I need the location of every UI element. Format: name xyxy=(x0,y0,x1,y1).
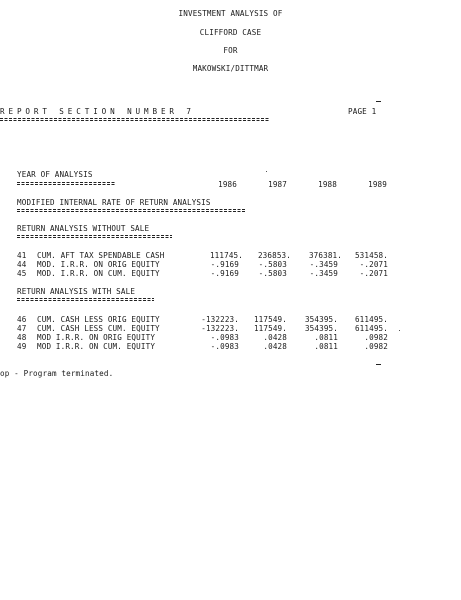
row-number: 45 xyxy=(17,269,27,278)
row-number: 49 xyxy=(17,342,27,351)
without-sale-rule xyxy=(17,235,172,238)
bottom-mark xyxy=(376,364,381,365)
with-sale-title: RETURN ANALYSIS WITH SALE xyxy=(17,287,136,296)
mirr-title: MODIFIED INTERNAL RATE OF RETURN ANALYSIS xyxy=(17,198,211,207)
year-1988: 1988 xyxy=(318,180,337,189)
cell-1988: 376381. xyxy=(308,251,342,260)
cell-1989: 611495. xyxy=(354,324,388,333)
row-label: CUM. AFT TAX SPENDABLE CASH xyxy=(37,251,165,260)
program-terminated-message: op - Program terminated. xyxy=(0,369,114,378)
cell-1988: 354395. xyxy=(304,315,338,324)
mirr-rule xyxy=(17,209,245,212)
cell-1988: -.3459 xyxy=(309,260,338,269)
cell-1986: -132223. xyxy=(201,324,239,333)
row-label: MOD I.R.R. ON ORIG EQUITY xyxy=(37,333,156,342)
report-title-line-4: MAKOWSKI/DITTMAR xyxy=(192,64,269,73)
section-rule xyxy=(0,118,270,121)
year-1987: 1987 xyxy=(268,180,287,189)
row-label: MOD. I.R.R. ON CUM. EQUITY xyxy=(37,269,160,278)
cell-1989: 611495. xyxy=(354,315,388,324)
year-1989: 1989 xyxy=(368,180,387,189)
top-mark xyxy=(376,101,381,102)
cell-1988: 354395. xyxy=(304,324,338,333)
row-label: MOD. I.R.R. ON ORIG EQUITY xyxy=(37,260,160,269)
row-label: CUM. CASH LESS ORIG EQUITY xyxy=(37,315,160,324)
cell-1988: .0811 xyxy=(314,342,338,351)
cell-1987: .0428 xyxy=(263,333,287,342)
scan-speck xyxy=(266,171,267,172)
row-number: 47 xyxy=(17,324,27,333)
cell-1988: .0811 xyxy=(314,333,338,342)
cell-1986: -.0983 xyxy=(210,342,239,351)
row-number: 44 xyxy=(17,260,27,269)
cell-1988: -.3459 xyxy=(309,269,338,278)
cell-1989: .0982 xyxy=(364,333,388,342)
without-sale-title: RETURN ANALYSIS WITHOUT SALE xyxy=(17,224,150,233)
report-title-line-3: FOR xyxy=(223,46,238,55)
report-title-line-2: CLIFFORD CASE xyxy=(199,28,262,37)
cell-1987: .0428 xyxy=(263,342,287,351)
cell-1987: 117549. xyxy=(253,324,287,333)
year-rule xyxy=(17,182,115,185)
cell-1987: 117549. xyxy=(253,315,287,324)
report-title-line-1: INVESTMENT ANALYSIS OF xyxy=(178,9,283,18)
cell-1986: -132223. xyxy=(201,315,239,324)
cell-1986: -.9169 xyxy=(210,269,239,278)
cell-1986: -.9169 xyxy=(210,260,239,269)
cell-1987: -.5803 xyxy=(258,260,287,269)
report-section-label: REPORT SECTION NUMBER 7 xyxy=(0,107,195,116)
cell-1989: .0982 xyxy=(364,342,388,351)
row-label: MOD I.R.R. ON CUM. EQUITY xyxy=(37,342,156,351)
scan-speck xyxy=(399,330,400,331)
cell-1986: -.0983 xyxy=(210,333,239,342)
page-label: PAGE 1 xyxy=(348,107,377,116)
cell-1989: -.2071 xyxy=(359,269,388,278)
row-label: CUM. CASH LESS CUM. EQUITY xyxy=(37,324,160,333)
cell-1987: 236853. xyxy=(257,251,291,260)
cell-1989: 531458. xyxy=(354,251,388,260)
year-1986: 1986 xyxy=(218,180,237,189)
row-number: 48 xyxy=(17,333,27,342)
row-number: 41 xyxy=(17,251,27,260)
row-number: 46 xyxy=(17,315,27,324)
with-sale-rule xyxy=(17,298,154,301)
cell-1986: 111745. xyxy=(209,251,243,260)
year-of-analysis-label: YEAR OF ANALYSIS xyxy=(17,170,93,179)
cell-1987: -.5803 xyxy=(258,269,287,278)
cell-1989: -.2071 xyxy=(359,260,388,269)
